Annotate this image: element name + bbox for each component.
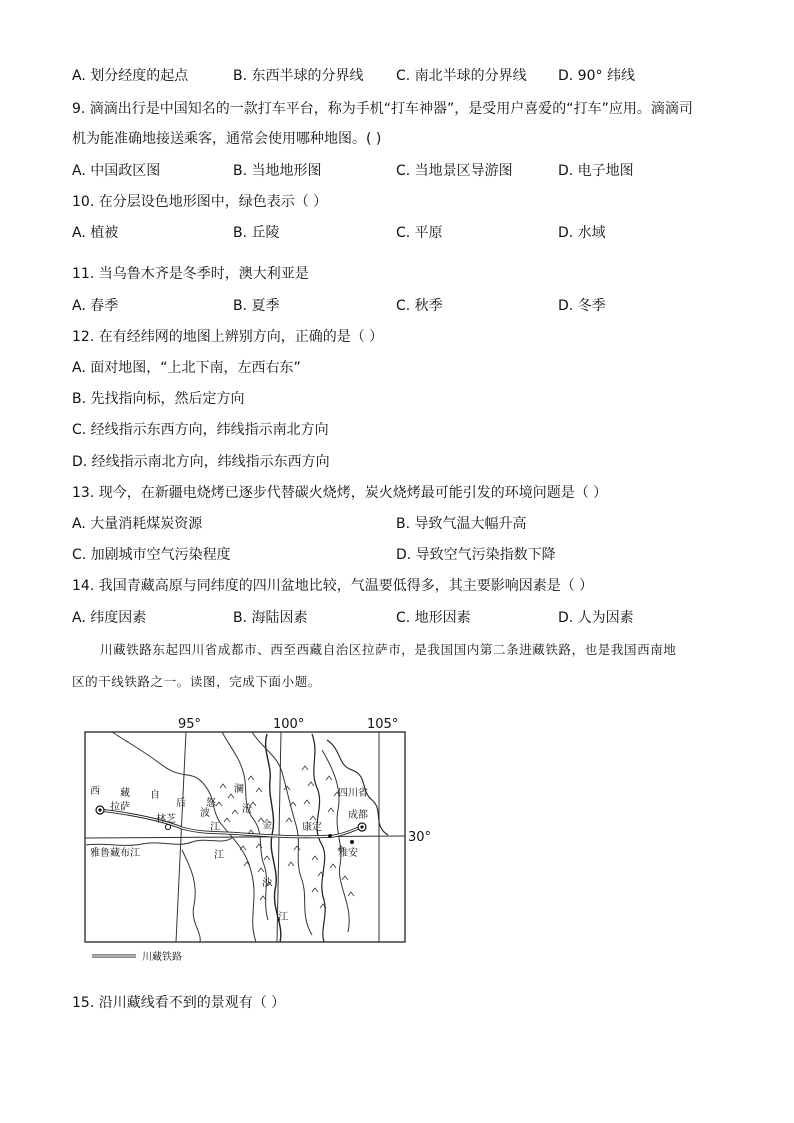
label-jin: 金 <box>262 820 272 831</box>
q13-option-c: C. 加剧城市空气污染程度 <box>72 547 231 563</box>
label-chengdu: 成都 <box>348 810 368 821</box>
city-kangding-marker <box>328 834 332 838</box>
q13-option-a: A. 大量消耗煤炭资源 <box>72 516 203 532</box>
q9-stem-line2: 机为能准确地接送乘客，通常会使用哪种地图。( ) <box>72 131 382 147</box>
q10-option-b: B. 丘陵 <box>233 225 280 241</box>
city-linzhi-marker <box>165 824 170 829</box>
q14-option-a: A. 纬度因素 <box>72 610 147 626</box>
q14-option-b: B. 海陆因素 <box>233 610 308 626</box>
q12-option-c: C. 经线指示东西方向，纬线指示南北方向 <box>72 422 329 438</box>
q12-option-a: A. 面对地图，“上北下南，左西右东” <box>72 360 301 376</box>
q10-option-d: D. 水域 <box>558 225 606 241</box>
q12-option-d: D. 经线指示南北方向，纬线指示东西方向 <box>72 454 330 470</box>
label-bo: 波 <box>200 808 210 819</box>
lon-label-95: 95° <box>178 717 202 732</box>
label-hou: 后 <box>176 798 186 809</box>
q14-stem: 14. 我国青藏高原与同纬度的四川盆地比较，气温要低得多，其主要影响因素是（ ） <box>72 578 594 594</box>
q8-option-b: B. 东西半球的分界线 <box>233 68 364 84</box>
label-kangding: 康定 <box>302 822 322 833</box>
label-yaluzangbujiang: 雅鲁藏布江 <box>90 848 140 859</box>
q13-option-d: D. 导致空气污染指数下降 <box>396 547 556 563</box>
city-lasa-dot <box>98 808 101 811</box>
label-zi: 自 <box>150 790 160 801</box>
intro-line1: 川藏铁路东起四川省成都市、西至西藏自治区拉萨市，是我国国内第二条进藏铁路，也是我国西南地 <box>100 642 677 657</box>
intro-line2: 区的干线铁路之一。读图，完成下面小题。 <box>72 674 321 689</box>
q8-option-c: C. 南北半球的分界线 <box>396 68 527 84</box>
q10-stem: 10. 在分层设色地形图中，绿色表示（ ） <box>72 194 328 210</box>
q14-option-d: D. 人为因素 <box>558 610 634 626</box>
q9-option-c: C. 当地景区导游图 <box>396 163 513 179</box>
q8-option-d: D. 90° 纬线 <box>558 68 635 84</box>
lon-label-100: 100° <box>273 717 305 732</box>
q11-stem: 11. 当乌鲁木齐是冬季时，澳大利亚是 <box>72 266 309 282</box>
q9-option-d: D. 电子地图 <box>558 163 634 179</box>
q11-option-a: A. 春季 <box>72 298 119 314</box>
q10-option-c: C. 平原 <box>396 225 443 241</box>
q9-stem-line1: 9. 滴滴出行是中国知名的一款打车平台，称为手机“打车神器”，是受用户喜爱的“打车”应用。滴滴司 <box>72 101 693 117</box>
q15-stem: 15. 沿川藏线看不到的景观有（ ） <box>72 995 286 1011</box>
q9-option-a: A. 中国政区图 <box>72 163 161 179</box>
q12-stem: 12. 在有经纬网的地图上辨别方向，正确的是（ ） <box>72 329 384 345</box>
label-jiang: 江 <box>210 822 220 833</box>
label-nu: 怒 <box>206 798 216 809</box>
label-sichuansheng: 四川省 <box>338 788 368 799</box>
sichuan-tibet-railway-map <box>72 710 432 970</box>
label-lasa: 拉萨 <box>110 802 130 813</box>
q11-option-c: C. 秋季 <box>396 298 443 314</box>
q13-stem: 13. 现今，在新疆电烧烤已逐步代替碳火烧烤，炭火烧烤最可能引发的环境问题是（ ） <box>72 485 608 501</box>
q14-option-c: C. 地形因素 <box>396 610 471 626</box>
lat-label-30: 30° <box>408 830 432 845</box>
label-sha: 沙 <box>262 878 272 889</box>
city-chengdu-dot <box>360 825 363 828</box>
q8-option-a: A. 划分经度的起点 <box>72 68 189 84</box>
label-jiang3: 江 <box>214 850 224 861</box>
label-jiang2: 江 <box>278 912 288 923</box>
legend-label: 川藏铁路 <box>142 952 182 963</box>
q11-option-b: B. 夏季 <box>233 298 280 314</box>
label-zang: 藏 <box>120 788 130 799</box>
label-xi: 西 <box>90 786 100 797</box>
label-cang: 沧 <box>242 804 252 815</box>
q13-option-b: B. 导致气温大幅升高 <box>396 516 527 532</box>
q10-option-a: A. 植被 <box>72 225 119 241</box>
lon-label-105: 105° <box>367 717 399 732</box>
label-yaan: 雅安 <box>338 848 358 859</box>
q11-option-d: D. 冬季 <box>558 298 606 314</box>
q12-option-b: B. 先找指向标，然后定方向 <box>72 391 245 407</box>
q9-option-b: B. 当地地形图 <box>233 163 322 179</box>
city-yaan-marker <box>350 840 354 844</box>
label-lan: 澜 <box>234 784 244 795</box>
label-linzhi: 林芝 <box>156 814 176 825</box>
